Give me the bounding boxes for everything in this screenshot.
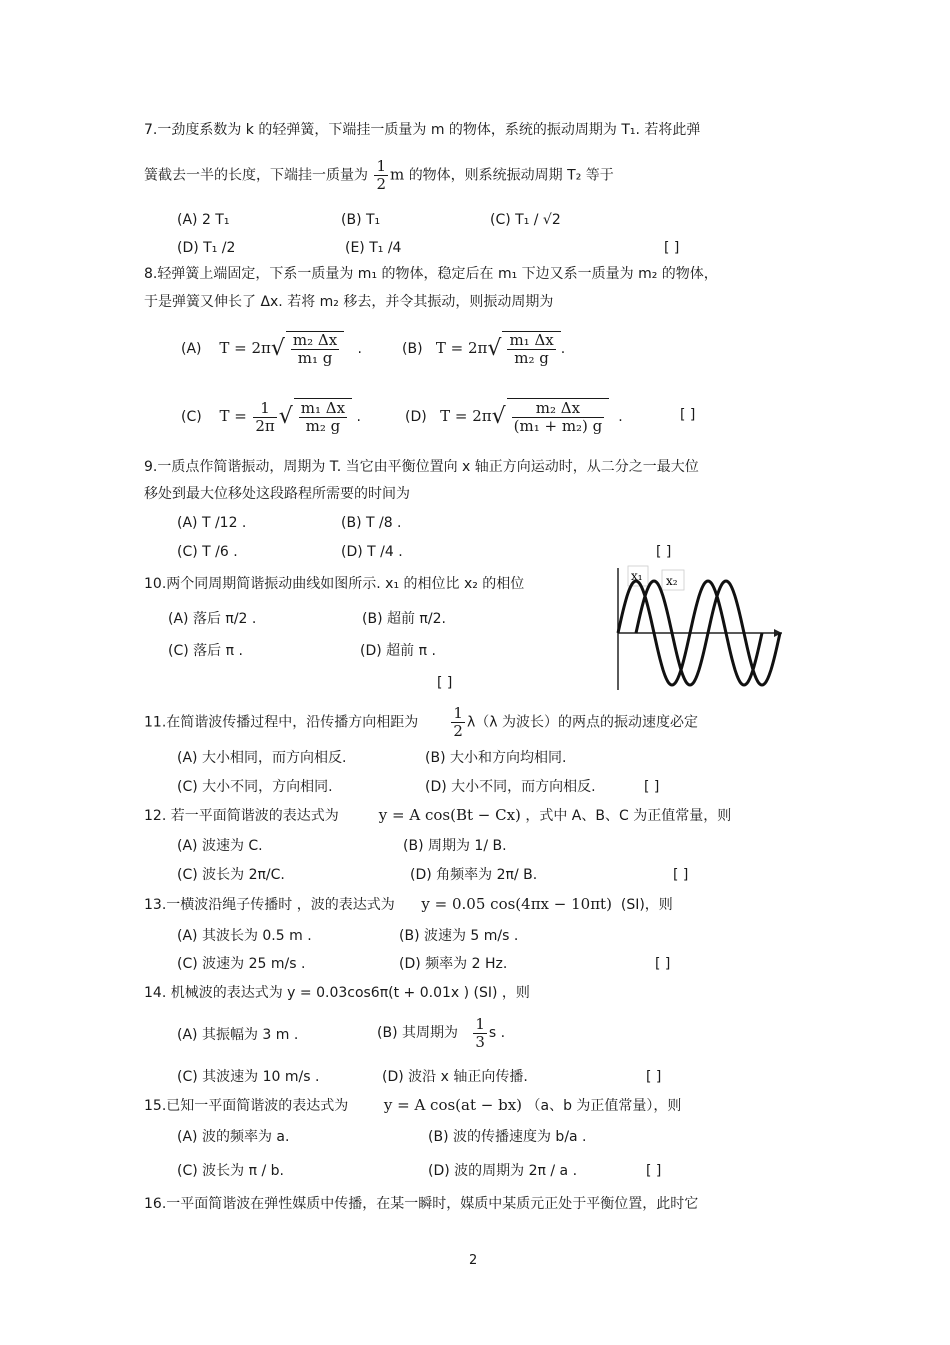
q14-fraction: $\frac{1}{3}$ — [475, 1014, 485, 1051]
q7-stem-line2: 簧截去一半的长度，下端挂一质量为 $\frac{1}{2}$ m 的物体，则系统振动周期 T₂ 等于 — [144, 157, 614, 193]
q12-stem-line1: 12. 若一平面简谐波的表达式为 y = A cos(Bt − Cx) ，式中 A、B、C 为正值常量，则 — [144, 806, 732, 824]
q9-answer-bracket: [ ] — [656, 544, 672, 560]
q11-option-d: (D) 大小不同，而方向相反. — [425, 779, 596, 795]
q9-option-b: (B) T /8 . — [341, 515, 402, 531]
q14-stem-line1: 14. 机械波的表达式为 y = 0.03cos6π(t + 0.01x ) (SI) ，则 — [144, 985, 530, 1001]
q10-option-c: (C) 落后 π . — [168, 643, 243, 659]
q10-option-d: (D) 超前 π . — [360, 643, 436, 659]
q11-stem-line1: 11.在简谐波传播过程中，沿传播方向相距为 $\frac{1}{2}$ λ（λ 为波长）的两点的振动速度必定 — [144, 704, 698, 740]
q13-answer-bracket: [ ] — [655, 956, 671, 972]
q7-option-b: (B) T₁ — [341, 212, 381, 228]
q7-option-c: (C) T₁ / √2 — [490, 212, 561, 228]
q8-stem-line2: 于是弹簧又伸长了 Δx. 若将 m₂ 移去，并令其振动，则振动周期为 — [144, 294, 554, 310]
q14-option-c: (C) 其波速为 10 m/s . — [177, 1069, 320, 1085]
q8-option-c: (C) T = $\frac{1}{2\pi}$ √ $\frac{\text{m₁ Δx}}{\text{m₂ g}}$ . — [181, 398, 361, 435]
q15-option-c: (C) 波长为 π / b. — [177, 1163, 284, 1179]
q13-option-d: (D) 频率为 2 Hz. — [399, 956, 508, 972]
q7-stem-line1: 7.一劲度系数为 k 的轻弹簧，下端挂一质量为 m 的物体，系统的振动周期为 T₁. 若将此弹 — [144, 122, 701, 138]
q11-option-a: (A) 大小相同，而方向相反. — [177, 750, 347, 766]
q8-option-b: (B) T = 2π√ $\frac{\text{m₁ Δx}}{\text{m₂ g}}$ . — [402, 331, 566, 367]
sqrt-sign: √ — [270, 336, 285, 361]
q13-option-b: (B) 波速为 5 m/s . — [399, 928, 519, 944]
sqrt-sign: √ — [491, 404, 506, 429]
q8-option-a: (A) T = 2π√ $\frac{\text{m₂ Δx}}{\text{m₁ g}}$ . — [181, 331, 362, 367]
q13-option-a: (A) 其波长为 0.5 m . — [177, 928, 312, 944]
q14-option-b: (B) 其周期为 $\frac{1}{3}$ s . — [377, 1014, 506, 1051]
q7-answer-bracket: [ ] — [664, 240, 680, 256]
q12-option-c: (C) 波长为 2π/C. — [177, 867, 285, 883]
q10-answer-bracket: [ ] — [437, 675, 453, 691]
q15-answer-bracket: [ ] — [646, 1163, 662, 1179]
sqrt-sign: √ — [487, 336, 502, 361]
q13-option-c: (C) 波速为 25 m/s . — [177, 956, 306, 972]
q9-option-c: (C) T /6 . — [177, 544, 238, 560]
q12-option-b: (B) 周期为 1/ B. — [403, 838, 507, 854]
page-number: 2 — [469, 1253, 478, 1268]
q15-option-a: (A) 波的频率为 a. — [177, 1129, 290, 1145]
q10-option-b: (B) 超前 π/2. — [362, 611, 446, 627]
q7-stem-text: 簧截去一半的长度，下端挂一质量为 — [144, 167, 368, 184]
q14-option-a: (A) 其振幅为 3 m . — [177, 1027, 299, 1043]
q15-option-d: (D) 波的周期为 2π / a . — [428, 1163, 578, 1179]
sqrt-sign: √ — [278, 404, 293, 429]
q7-option-d: (D) T₁ /2 — [177, 240, 236, 256]
q8-answer-bracket: [ ] — [680, 407, 696, 423]
q11-option-b: (B) 大小和方向均相同. — [425, 750, 567, 766]
q10-option-a: (A) 落后 π/2 . — [168, 611, 257, 627]
q10-oscillation-figure — [600, 560, 790, 695]
q11-answer-bracket: [ ] — [644, 779, 660, 795]
q15-option-b: (B) 波的传播速度为 b/a . — [428, 1129, 587, 1145]
q8-stem-line1: 8.轻弹簧上端固定，下系一质量为 m₁ 的物体，稳定后在 m₁ 下边又系一质量为 m₂ 的物体， — [144, 266, 718, 282]
q9-stem-line1: 9.一质点作简谐振动，周期为 T. 当它由平衡位置向 x 轴正方向运动时，从二分之一最大位 — [144, 459, 699, 475]
q10-stem-line1: 10.两个同周期简谐振动曲线如图所示. x₁ 的相位比 x₂ 的相位 — [144, 576, 525, 592]
q15-stem-line1: 15.已知一平面简谐波的表达式为 y = A cos(at − bx) （a、b 为正值常量），则 — [144, 1096, 682, 1114]
q14-option-d: (D) 波沿 x 轴正向传播. — [382, 1069, 528, 1085]
q7-option-a: (A) 2 T₁ — [177, 212, 230, 228]
q9-option-d: (D) T /4 . — [341, 544, 403, 560]
q16-stem-line1: 16.一平面简谐波在弹性媒质中传播，在某一瞬时，媒质中某质元正处于平衡位置，此时它 — [144, 1196, 699, 1212]
q8-option-d: (D) T = 2π√ $\frac{\text{m₂ Δx}}{\text{(m₁ + m₂) g}}$ . — [405, 399, 623, 435]
q14-answer-bracket: [ ] — [646, 1069, 662, 1085]
q11-option-c: (C) 大小不同，方向相同. — [177, 779, 333, 795]
q12-answer-bracket: [ ] — [673, 867, 689, 883]
q11-fraction: $\frac{1}{2}$ — [453, 704, 463, 740]
figure-label-x2: x₂ — [666, 574, 678, 588]
q12-option-d: (D) 角频率为 2π/ B. — [410, 867, 538, 883]
figure-label-x1: x₁ — [631, 569, 643, 583]
q9-option-a: (A) T /12 . — [177, 515, 247, 531]
q12-option-a: (A) 波速为 C. — [177, 838, 263, 854]
q13-stem-line1: 13.一横波沿绳子传播时 ，波的表达式为 y = 0.05 cos(4πx − 10πt) (SI)，则 — [144, 895, 673, 913]
q7-option-e: (E) T₁ /4 — [345, 240, 402, 256]
q9-stem-line2: 移处到最大位移处这段路程所需要的时间为 — [144, 486, 410, 502]
q7-fraction: $\frac{1}{2}$ — [376, 157, 386, 193]
